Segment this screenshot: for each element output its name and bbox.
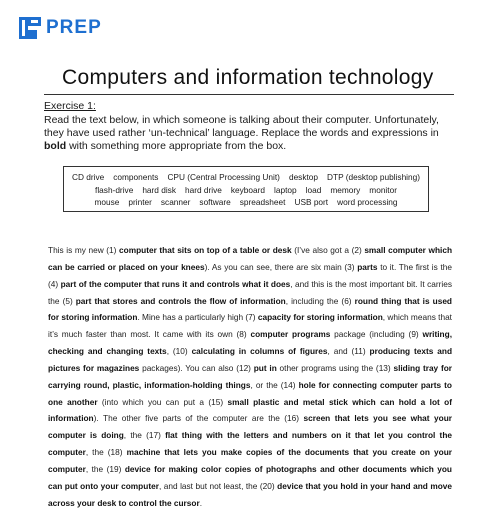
passage-text: This is my new (1) bbox=[48, 245, 120, 255]
passage-text: to it. The first is the (4) bbox=[48, 261, 452, 289]
word-box-row bbox=[68, 196, 424, 209]
passage-text: , or the (14) bbox=[250, 379, 299, 390]
word-box-term: USB port bbox=[294, 197, 329, 207]
passage-text: , which means that it’s much faster than most. It came with its own (8) bbox=[48, 312, 452, 340]
passage-text: . Mine has a particularly high (7) bbox=[137, 312, 258, 323]
prep-logo-icon bbox=[18, 16, 42, 40]
word-box-term: software bbox=[199, 197, 231, 207]
word-box-term: flash-drive bbox=[95, 184, 134, 195]
word-box-term: spreadsheet bbox=[239, 197, 286, 207]
passage-bold-phrase: put in bbox=[253, 362, 277, 373]
passage-bold-phrase: device that you hold in your hand and move across your desk to control the cursor bbox=[48, 480, 453, 508]
word-box-term: load bbox=[305, 184, 322, 195]
passage-text: other programs using the (13) bbox=[276, 362, 394, 373]
passage-bold-phrase: parts bbox=[357, 261, 378, 272]
word-box-term: memory bbox=[330, 184, 361, 195]
passage-bold-phrase: screen that lets you see what your computer is doing bbox=[48, 413, 452, 441]
page-title: Computers and information technology bbox=[62, 66, 434, 89]
passage-bold-phrase: machine that lets you make copies of the documents that you create on your computer bbox=[48, 447, 452, 474]
passage-bold-phrase: computer that sits on top of a table or desk bbox=[119, 245, 292, 255]
passage-text: , the (17) bbox=[123, 430, 166, 441]
word-box-term: word processing bbox=[337, 197, 398, 207]
passage-text: , and this is the most important bit. It carries the (5) bbox=[48, 278, 453, 306]
word-box-term: CPU (Central Processing Unit) bbox=[167, 172, 280, 182]
passage-bold-phrase: small computer which can be carried or placed on your knees bbox=[48, 245, 453, 272]
passage-bold-phrase: calculating in columns of figures bbox=[191, 346, 328, 357]
word-box-term: scanner bbox=[160, 197, 191, 207]
passage-text: , (10) bbox=[166, 346, 192, 357]
passage-bold-phrase: device for making color copies of photographs and other documents which you can put onto your computer bbox=[48, 463, 452, 491]
passage-bold-phrase: writing, checking and changing texts bbox=[48, 329, 452, 357]
passage-text: packages). You can also (12) bbox=[139, 362, 254, 373]
word-box-term: monitor bbox=[369, 184, 397, 195]
passage-bold-phrase: part that stores and controls the flow of information bbox=[75, 295, 286, 306]
word-box-term: hard drive bbox=[184, 184, 222, 195]
brand-logo bbox=[18, 16, 102, 40]
passage-bold-phrase: round thing that is used for storing information bbox=[48, 295, 452, 323]
passage-bold-phrase: sliding tray for carrying round, plastic, information-holding things bbox=[48, 362, 453, 390]
instruction-text: Read the text below, in which someone is talking about their computer. Unfortunately, they have used rather ‘un-technical’ language. Replace the words and expressions in bbox=[44, 114, 439, 139]
word-box-term: CD drive bbox=[71, 172, 105, 182]
word-box bbox=[63, 166, 429, 212]
brand-name: PREP bbox=[46, 17, 102, 38]
word-box-term: keyboard bbox=[230, 184, 266, 195]
passage-bold-phrase: producing texts and pictures for magazines bbox=[48, 346, 453, 373]
word-box-term: desktop bbox=[288, 172, 319, 182]
passage-text: , the (18) bbox=[85, 447, 127, 458]
word-box-row bbox=[68, 171, 424, 184]
exercise-passage bbox=[48, 242, 452, 512]
passage-bold-phrase: flat thing with the letters and numbers on it that let you control the computer bbox=[48, 430, 452, 458]
passage-text: , and last but not least, the (20) bbox=[158, 480, 278, 491]
word-box-term: mouse bbox=[94, 197, 120, 207]
instruction-bold-phrase: bold bbox=[44, 140, 67, 152]
passage-bold-phrase: capacity for storing information bbox=[257, 312, 383, 323]
passage-text: (I’ve also got a (2) bbox=[291, 245, 365, 255]
word-box-term: hard disk bbox=[142, 184, 176, 195]
passage-text: package (including (9) bbox=[330, 329, 423, 340]
exercise-label: Exercise 1: bbox=[44, 100, 96, 112]
exercise-instructions bbox=[44, 114, 454, 153]
passage-text: ). As you can see, there are six main (3) bbox=[204, 261, 358, 272]
passage-bold-phrase: hole for connecting computer parts to one another bbox=[48, 379, 452, 407]
passage-text: , and (11) bbox=[327, 346, 370, 357]
word-box-term: components bbox=[113, 172, 159, 182]
passage-text: , the (19) bbox=[85, 463, 125, 474]
word-box-term: printer bbox=[128, 197, 152, 207]
instruction-text: with something more appropriate from the box. bbox=[66, 140, 287, 152]
passage-text: (into which you can put a (15) bbox=[97, 396, 228, 407]
passage-text: ). The other five parts of the computer are the (16) bbox=[93, 413, 304, 424]
word-box-term: DTP (desktop publishing) bbox=[327, 172, 421, 182]
passage-text: , including the (6) bbox=[285, 295, 355, 306]
title-divider bbox=[44, 94, 454, 95]
passage-bold-phrase: computer programs bbox=[250, 329, 331, 340]
passage-text: . bbox=[199, 497, 203, 508]
passage-bold-phrase: part of the computer that runs it and controls what it does bbox=[60, 278, 291, 289]
word-box-term: laptop bbox=[274, 184, 297, 195]
word-box-row bbox=[68, 184, 424, 197]
passage-bold-phrase: small plastic and metal stick which can hold a lot of information bbox=[48, 396, 452, 424]
